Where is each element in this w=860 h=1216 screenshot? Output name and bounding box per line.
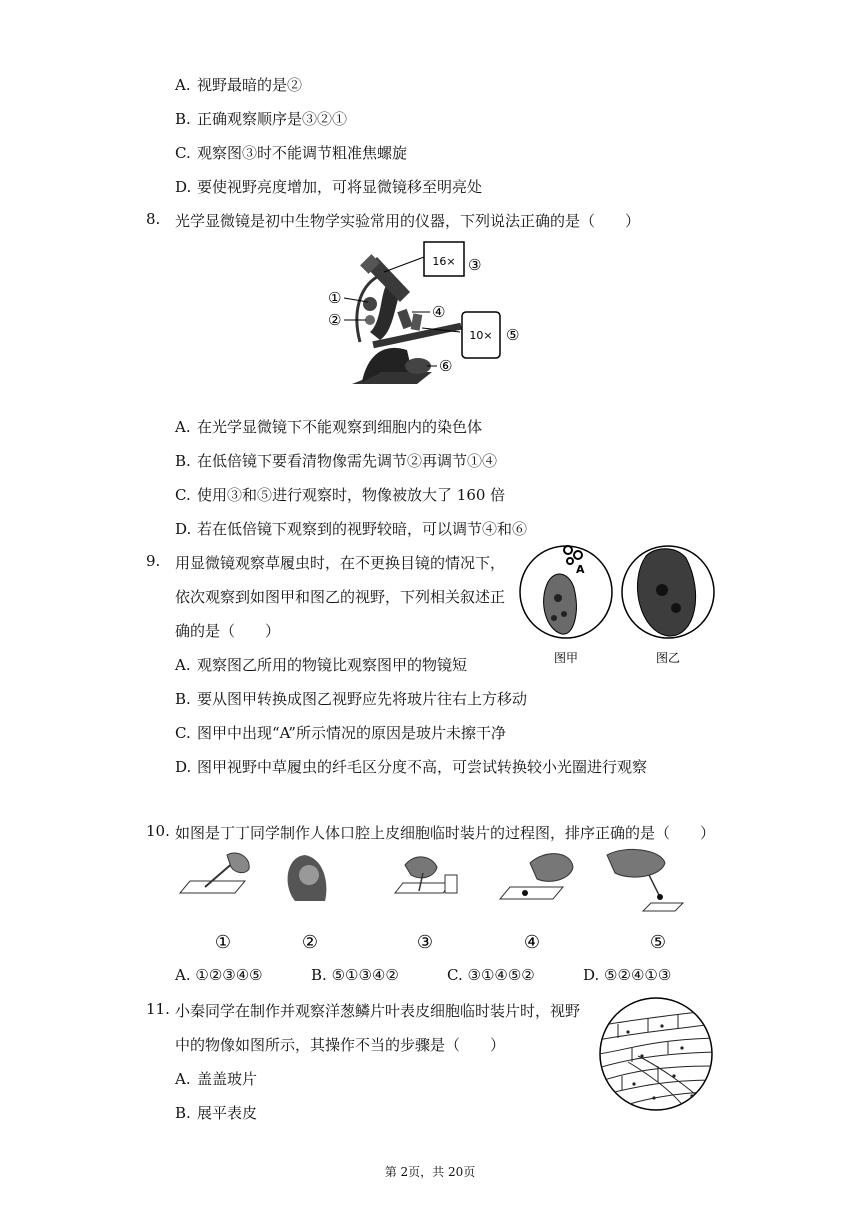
question-number: 8.: [146, 210, 161, 228]
page-footer: 第 2页，共 20页: [384, 1165, 476, 1179]
microscope-figure: [322, 232, 537, 400]
q8-option-a: [175, 416, 482, 437]
figure-jia-caption: 图甲: [553, 651, 579, 665]
question-stem-line: 用显微镜观察草履虫时，在不更换目镜的情况下，: [175, 554, 506, 572]
step-label-2: ②: [301, 932, 319, 953]
q7-option-b: [175, 108, 347, 129]
q11-option-b: [175, 1102, 257, 1123]
q10-option-c: [447, 966, 535, 984]
question-number: 11.: [146, 1000, 170, 1018]
label-4: ④: [432, 303, 446, 321]
step-label-5: ⑤: [649, 932, 667, 953]
option-letter: D.: [175, 758, 192, 776]
label-3: ③: [468, 256, 482, 274]
q8-option-d: [175, 518, 527, 539]
paramecium-figure: [518, 542, 720, 672]
q11-option-a: [175, 1068, 257, 1089]
option-letter: A.: [175, 966, 191, 984]
option-letter: A.: [175, 418, 191, 436]
label-2: ②: [328, 311, 342, 329]
q8-option-c: [175, 484, 505, 505]
option-text: 展平表皮: [197, 1104, 258, 1122]
q9-option-a: [175, 654, 467, 675]
option-letter: B.: [175, 110, 191, 128]
question-stem: 光学显微镜是初中生物学实验常用的仪器，下列说法正确的是（ ）: [175, 212, 641, 230]
option-letter: C.: [175, 144, 191, 162]
q10-option-d: [583, 966, 671, 984]
option-letter: D.: [583, 966, 600, 984]
step-2-illustration: [288, 855, 327, 901]
option-text: ①②③④⑤: [195, 966, 263, 984]
question-stem-line: 中的物像如图所示，其操作不当的步骤是（ ）: [175, 1036, 506, 1054]
step-4-illustration: [500, 854, 573, 899]
step-3-illustration: [395, 857, 457, 893]
option-text: 在低倍镜下要看清物像需先调节②再调节①④: [197, 452, 498, 470]
option-letter: C.: [175, 486, 191, 504]
objective-label: 10×: [469, 329, 493, 342]
label-a: A: [576, 563, 585, 576]
option-letter: D.: [175, 520, 192, 538]
q7-option-d: [175, 176, 482, 197]
option-letter: A.: [175, 76, 191, 94]
option-text: 图甲视野中草履虫的纤毛区分度不高，可尝试转换较小光圈进行观察: [197, 758, 648, 776]
question-number: 10.: [146, 822, 170, 840]
option-text: 正确观察顺序是③②①: [197, 110, 348, 128]
step-label-1: ①: [214, 932, 232, 953]
q7-option-a: [175, 74, 302, 95]
option-text: 图甲中出现“A”所示情况的原因是玻片未擦干净: [197, 724, 506, 742]
option-text: 在光学显微镜下不能观察到细胞内的染色体: [197, 418, 483, 436]
option-letter: D.: [175, 178, 192, 196]
step-1-illustration: [180, 853, 249, 893]
option-text: ⑤①③④②: [331, 966, 399, 984]
step-5-illustration: [607, 849, 683, 911]
q9-option-d: [175, 756, 647, 777]
slide-preparation-steps-figure: [175, 845, 690, 955]
onion-cells-figure: [598, 996, 714, 1112]
option-text: 视野最暗的是②: [197, 76, 303, 94]
option-letter: A.: [175, 1070, 191, 1088]
option-letter: C.: [175, 724, 191, 742]
option-text: 观察图乙所用的物镜比观察图甲的物镜短: [197, 656, 468, 674]
label-5: ⑤: [506, 326, 520, 344]
question-number: 9.: [146, 552, 161, 570]
step-label-4: ④: [523, 932, 541, 953]
option-letter: B.: [175, 452, 191, 470]
q9-option-c: [175, 722, 506, 743]
option-letter: B.: [175, 690, 191, 708]
option-text: ③①④⑤②: [467, 966, 535, 984]
step-label-3: ③: [416, 932, 434, 953]
option-letter: A.: [175, 656, 191, 674]
q9-option-b: [175, 688, 527, 709]
option-text: 使用③和⑤进行观察时，物像被放大了 160 倍: [197, 486, 506, 504]
option-text: 观察图③时不能调节粗准焦螺旋: [197, 144, 408, 162]
label-1: ①: [328, 289, 342, 307]
option-text: 若在低倍镜下观察到的视野较暗，可以调节④和⑥: [197, 520, 528, 538]
option-text: ⑤②④①③: [604, 966, 672, 984]
option-letter: B.: [175, 1104, 191, 1122]
eyepiece-label: 16×: [432, 255, 456, 268]
question-stem-line: 小秦同学在制作并观察洋葱鳞片叶表皮细胞临时装片时，视野: [175, 1002, 581, 1020]
question-stem-line: 确的是（ ）: [175, 622, 281, 640]
q10-option-a: [175, 966, 263, 984]
label-6: ⑥: [439, 357, 453, 375]
figure-yi-caption: 图乙: [655, 651, 681, 665]
q7-option-c: [175, 142, 407, 163]
option-letter: B.: [311, 966, 327, 984]
option-text: 要使视野亮度增加，可将显微镜移至明亮处: [197, 178, 483, 196]
question-stem-line: 依次观察到如图甲和图乙的视野，下列相关叙述正: [175, 588, 506, 606]
option-text: 要从图甲转换成图乙视野应先将玻片往右上方移动: [197, 690, 528, 708]
option-letter: C.: [447, 966, 463, 984]
option-text: 盖盖玻片: [197, 1070, 258, 1088]
question-stem: 如图是丁丁同学制作人体口腔上皮细胞临时装片的过程图，排序正确的是（ ）: [175, 824, 716, 842]
q10-option-b: [311, 966, 399, 984]
q8-option-b: [175, 450, 497, 471]
